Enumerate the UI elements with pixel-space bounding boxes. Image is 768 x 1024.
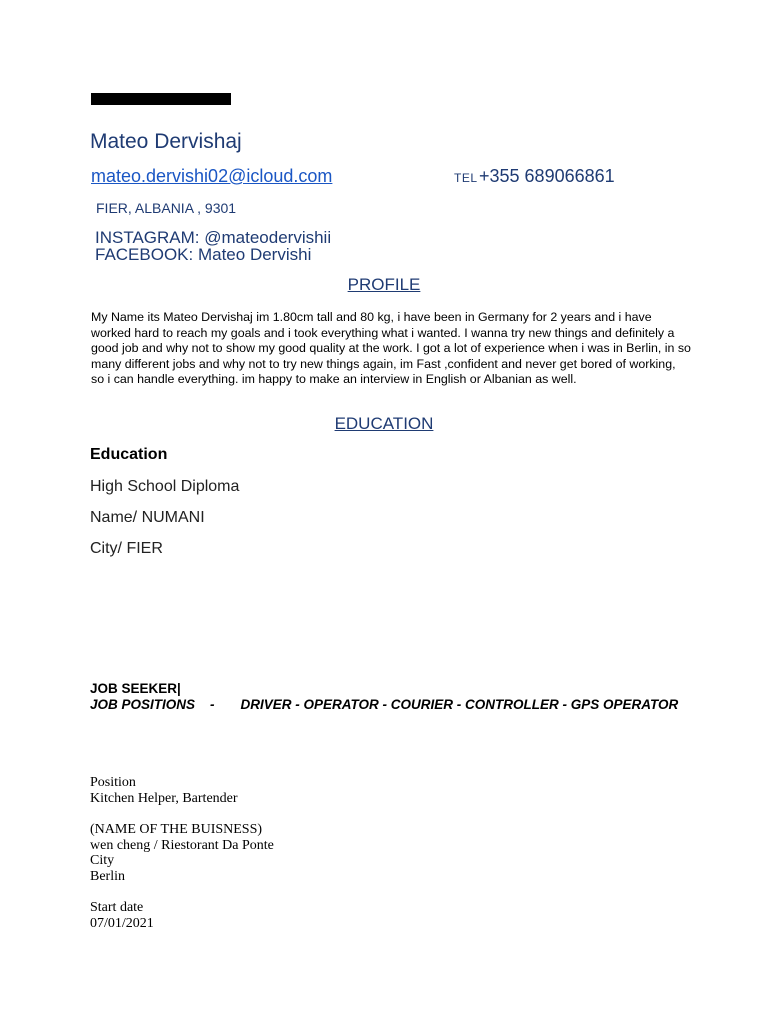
business-label: (NAME OF THE BUISNESS)	[90, 822, 263, 837]
address: FIER, ALBANIA , 9301	[96, 200, 237, 216]
profile-heading: PROFILE	[347, 275, 421, 294]
job-section	[90, 681, 690, 713]
email-link[interactable]: mateo.dervishi02@icloud.com	[91, 166, 333, 186]
position-label: Position	[90, 775, 136, 790]
profile-text: My Name its Mateo Dervishaj im 1.80cm tall and 80 kg, i have been in Germany for 2 years and i have worked hard to reach my goals and i took everything what i wanted. I wanna try new things and definitely a good job and why not to show my good quality at the work. I got a lot of experience when i was in Berlin, in so many different jobs and why not to try new things again, im Fast ,confident and never get bored of working, so i can handle everything. im happy to make an interview in English or Albanian as well.	[91, 310, 691, 387]
phone-number: +355 689066861	[479, 166, 615, 186]
education-title: Education	[90, 446, 168, 463]
experience-start-block	[90, 900, 154, 931]
education-school-name: Name/ NUMANI	[90, 509, 205, 526]
candidate-name: Mateo Dervishaj	[90, 130, 242, 153]
education-heading: EDUCATION	[334, 414, 434, 433]
start-date-label: Start date	[90, 900, 144, 915]
city-value: Berlin	[90, 868, 125, 884]
job-positions-label: JOB POSITIONS -	[90, 697, 215, 712]
education-diploma: High School Diploma	[90, 478, 240, 495]
start-date-value: 07/01/2021	[90, 915, 154, 931]
instagram-handle: INSTAGRAM: @mateodervishii	[95, 228, 332, 247]
position-value: Kitchen Helper, Bartender	[90, 790, 238, 806]
job-positions	[90, 697, 690, 713]
job-positions-list: DRIVER - OPERATOR - COURIER - CONTROLLER - GPS OPERATOR	[240, 697, 679, 712]
city-label: City	[90, 853, 115, 868]
facebook-name: FACEBOOK: Mateo Dervishi	[95, 245, 312, 264]
business-value: wen cheng / Riestorant Da Ponte	[90, 837, 274, 853]
header-bar	[91, 93, 231, 105]
experience-business-block	[90, 822, 274, 884]
social-block	[95, 229, 331, 263]
tel-label: TEL	[454, 171, 478, 185]
job-seeker-label: JOB SEEKER|	[90, 681, 181, 696]
education-city: City/ FIER	[90, 540, 163, 557]
experience-position-block	[90, 775, 238, 806]
